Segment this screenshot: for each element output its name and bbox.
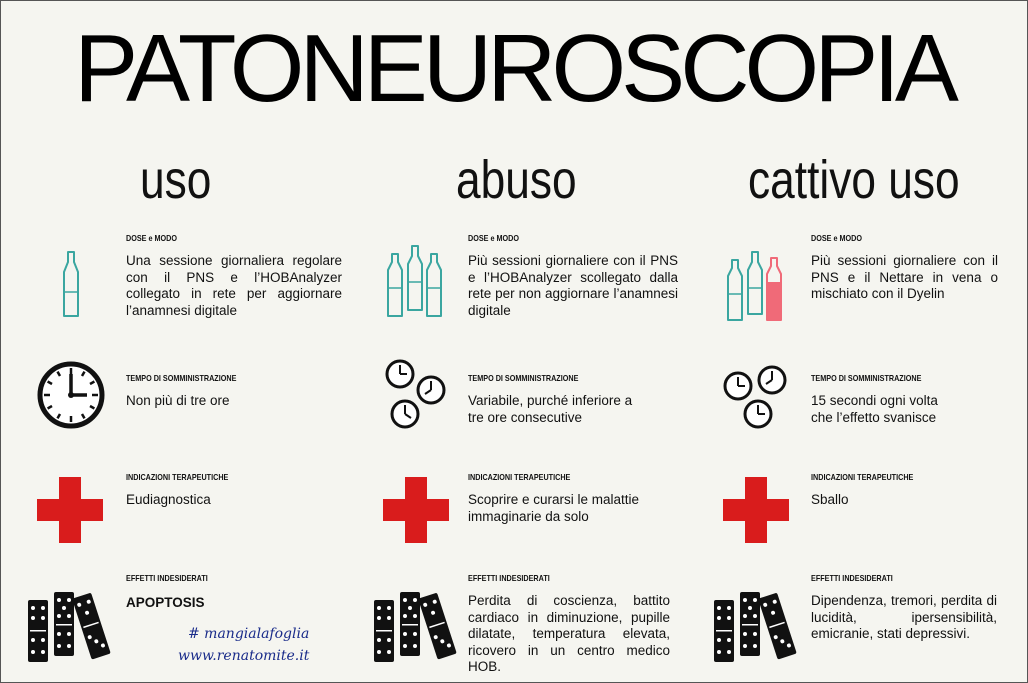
indications-label: INDICAZIONI TERAPEUTICHE	[811, 472, 914, 482]
time-text-line1: Variabile, purché inferiore a	[468, 393, 633, 408]
red-cross-icon	[35, 475, 105, 545]
time-label: TEMPO DI SOMMINISTRAZIONE	[468, 373, 579, 383]
dose-text: Più sessioni giornaliere con il PNS e l’HOBAnalyzer scollegato dalla rete per non aggiornare l’anamnesi digitale	[468, 253, 678, 318]
indications-text: Eudiagnostica	[126, 492, 211, 507]
vials-filled-icon	[726, 248, 786, 324]
side-effects-label: EFFETTI INDESIDERATI	[126, 573, 208, 583]
signature-website: www.renatomite.it	[178, 648, 310, 664]
domino-icon	[712, 588, 798, 668]
time-text-line2: tre ore consecutive	[468, 409, 583, 425]
column-heading-uso: uso	[140, 150, 212, 210]
dose-text: Più sessioni giornaliere con il PNS e il Nettare in vena o mischiato con il Dyelin	[811, 253, 998, 301]
dose-label: DOSE e MODO	[126, 233, 177, 243]
column-heading-cattivo-uso: cattivo uso	[748, 150, 960, 210]
vials-icon	[386, 244, 446, 320]
side-effects-text: APOPTOSIS	[126, 595, 205, 610]
side-effects-label: EFFETTI INDESIDERATI	[468, 573, 550, 583]
indications-label: INDICAZIONI TERAPEUTICHE	[126, 472, 229, 482]
dose-label: DOSE e MODO	[811, 233, 862, 243]
side-effects-text: Perdita di coscienza, battito cardiaco in diminuzione, pupille dilatate, temperatura elevata, ricovero in un centro medico HOB.	[468, 593, 670, 674]
domino-icon	[26, 588, 112, 668]
indications-text: Sballo	[811, 492, 849, 507]
time-text-line2: che l’effetto svanisce	[811, 409, 937, 425]
time-label: TEMPO DI SOMMINISTRAZIONE	[126, 373, 237, 383]
red-cross-icon	[721, 475, 791, 545]
indications-text: Scoprire e curarsi le malattie immaginarie da solo	[468, 492, 640, 524]
time-label: TEMPO DI SOMMINISTRAZIONE	[811, 373, 922, 383]
clock-icon	[36, 360, 106, 430]
red-cross-icon	[381, 475, 451, 545]
side-effects-text: Dipendenza, tremori, perdita di lucidità, ipersensibilità, emicranie, stati depressivi.	[811, 593, 997, 641]
vial-icon	[58, 250, 84, 320]
domino-icon	[372, 588, 458, 668]
indications-label: INDICAZIONI TERAPEUTICHE	[468, 472, 571, 482]
column-heading-abuso: abuso	[456, 150, 577, 210]
dose-label: DOSE e MODO	[468, 233, 519, 243]
page-title: PATONEUROSCOPIA	[74, 15, 954, 122]
signature-hashtag: # mangialafoglia	[188, 626, 310, 642]
dose-text: Una sessione giornaliera regolare con il PNS e l’HOBAnalyzer collegato in rete per aggiornare l’anamnesi digitale	[126, 253, 342, 318]
clocks-icon	[722, 364, 790, 432]
time-text-line1: 15 secondi ogni volta	[811, 393, 938, 408]
time-text: Non più di tre ore	[126, 393, 230, 408]
side-effects-label: EFFETTI INDESIDERATI	[811, 573, 893, 583]
clocks-icon	[383, 358, 449, 432]
